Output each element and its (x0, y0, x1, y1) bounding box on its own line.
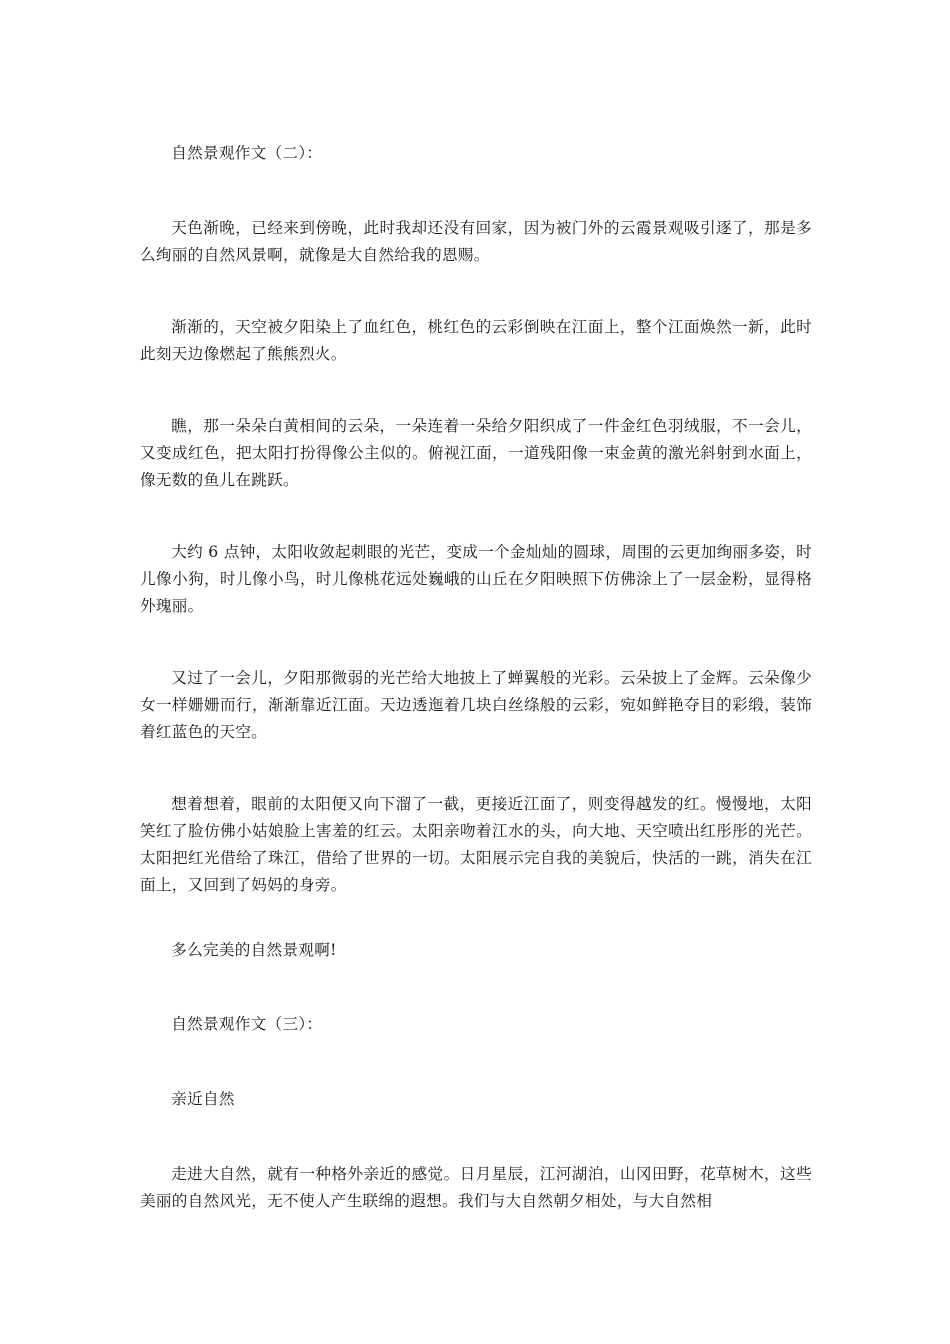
paragraph-8: 走进大自然，就有一种格外亲近的感觉。日月星辰，江河湖泊，山冈田野，花草树木，这些美丽的自然风光，无不使人产生联绵的遐想。我们与大自然朝夕相处，与大自然相 (140, 1165, 812, 1210)
paragraph-3: 瞧，那一朵朵白黄相间的云朵，一朵连着一朵给夕阳织成了一件金红色羽绒服，不一会儿，又变成红色，把太阳打扮得像公主似的。俯视江面，一道残阳像一束金黄的激光斜射到水面上，像无数的鱼儿在跳跃。 (140, 417, 812, 489)
paragraph-1: 天色渐晚，已经来到傍晚，此时我却还没有回家，因为被门外的云霞景观吸引逐了，那是多么绚丽的自然风景啊，就像是大自然给我的恩赐。 (140, 219, 812, 264)
paragraph-2: 渐渐的，天空被夕阳染上了血红色，桃红色的云彩倒映在江面上，整个江面焕然一新，此时此刻天边像燃起了熊熊烈火。 (140, 318, 812, 363)
section-heading-3: 自然景观作文（三）： (171, 1015, 323, 1033)
section-heading-2: 自然景观作文（二）： (171, 144, 323, 162)
paragraph-5: 又过了一会儿，夕阳那微弱的光芒给大地披上了蝉翼般的光彩。云朵披上了金辉。云朵像少女一样姗姗而行，渐渐靠近江面。天边透迤着几块白丝绦般的云彩，宛如鲜艳夺目的彩缎，装饰着红蓝色的天空。 (140, 669, 812, 741)
paragraph-6: 想着想着，眼前的太阳便又向下溜了一截，更接近江面了，则变得越发的红。慢慢地，太阳笑红了脸仿佛小姑娘脸上害羞的红云。太阳亲吻着江水的头，向大地、天空喷出红彤彤的光芒。太阳把红光借给了珠江，借给了世界的一切。太阳展示完自我的美貌后，快活的一跳，消失在江面上，又回到了妈妈的身旁。 (140, 795, 812, 894)
subtitle: 亲近自然 (171, 1090, 235, 1108)
paragraph-4: 大约 6 点钟，太阳收敛起刺眼的光芒，变成一个金灿灿的圆球，周围的云更加绚丽多姿，时儿像小狗，时儿像小鸟，时儿像桃花远处巍峨的山丘在夕阳映照下仿佛涂上了一层金粉，显得格外瑰丽。 (140, 543, 812, 615)
paragraph-7: 多么完美的自然景观啊! (171, 941, 337, 959)
